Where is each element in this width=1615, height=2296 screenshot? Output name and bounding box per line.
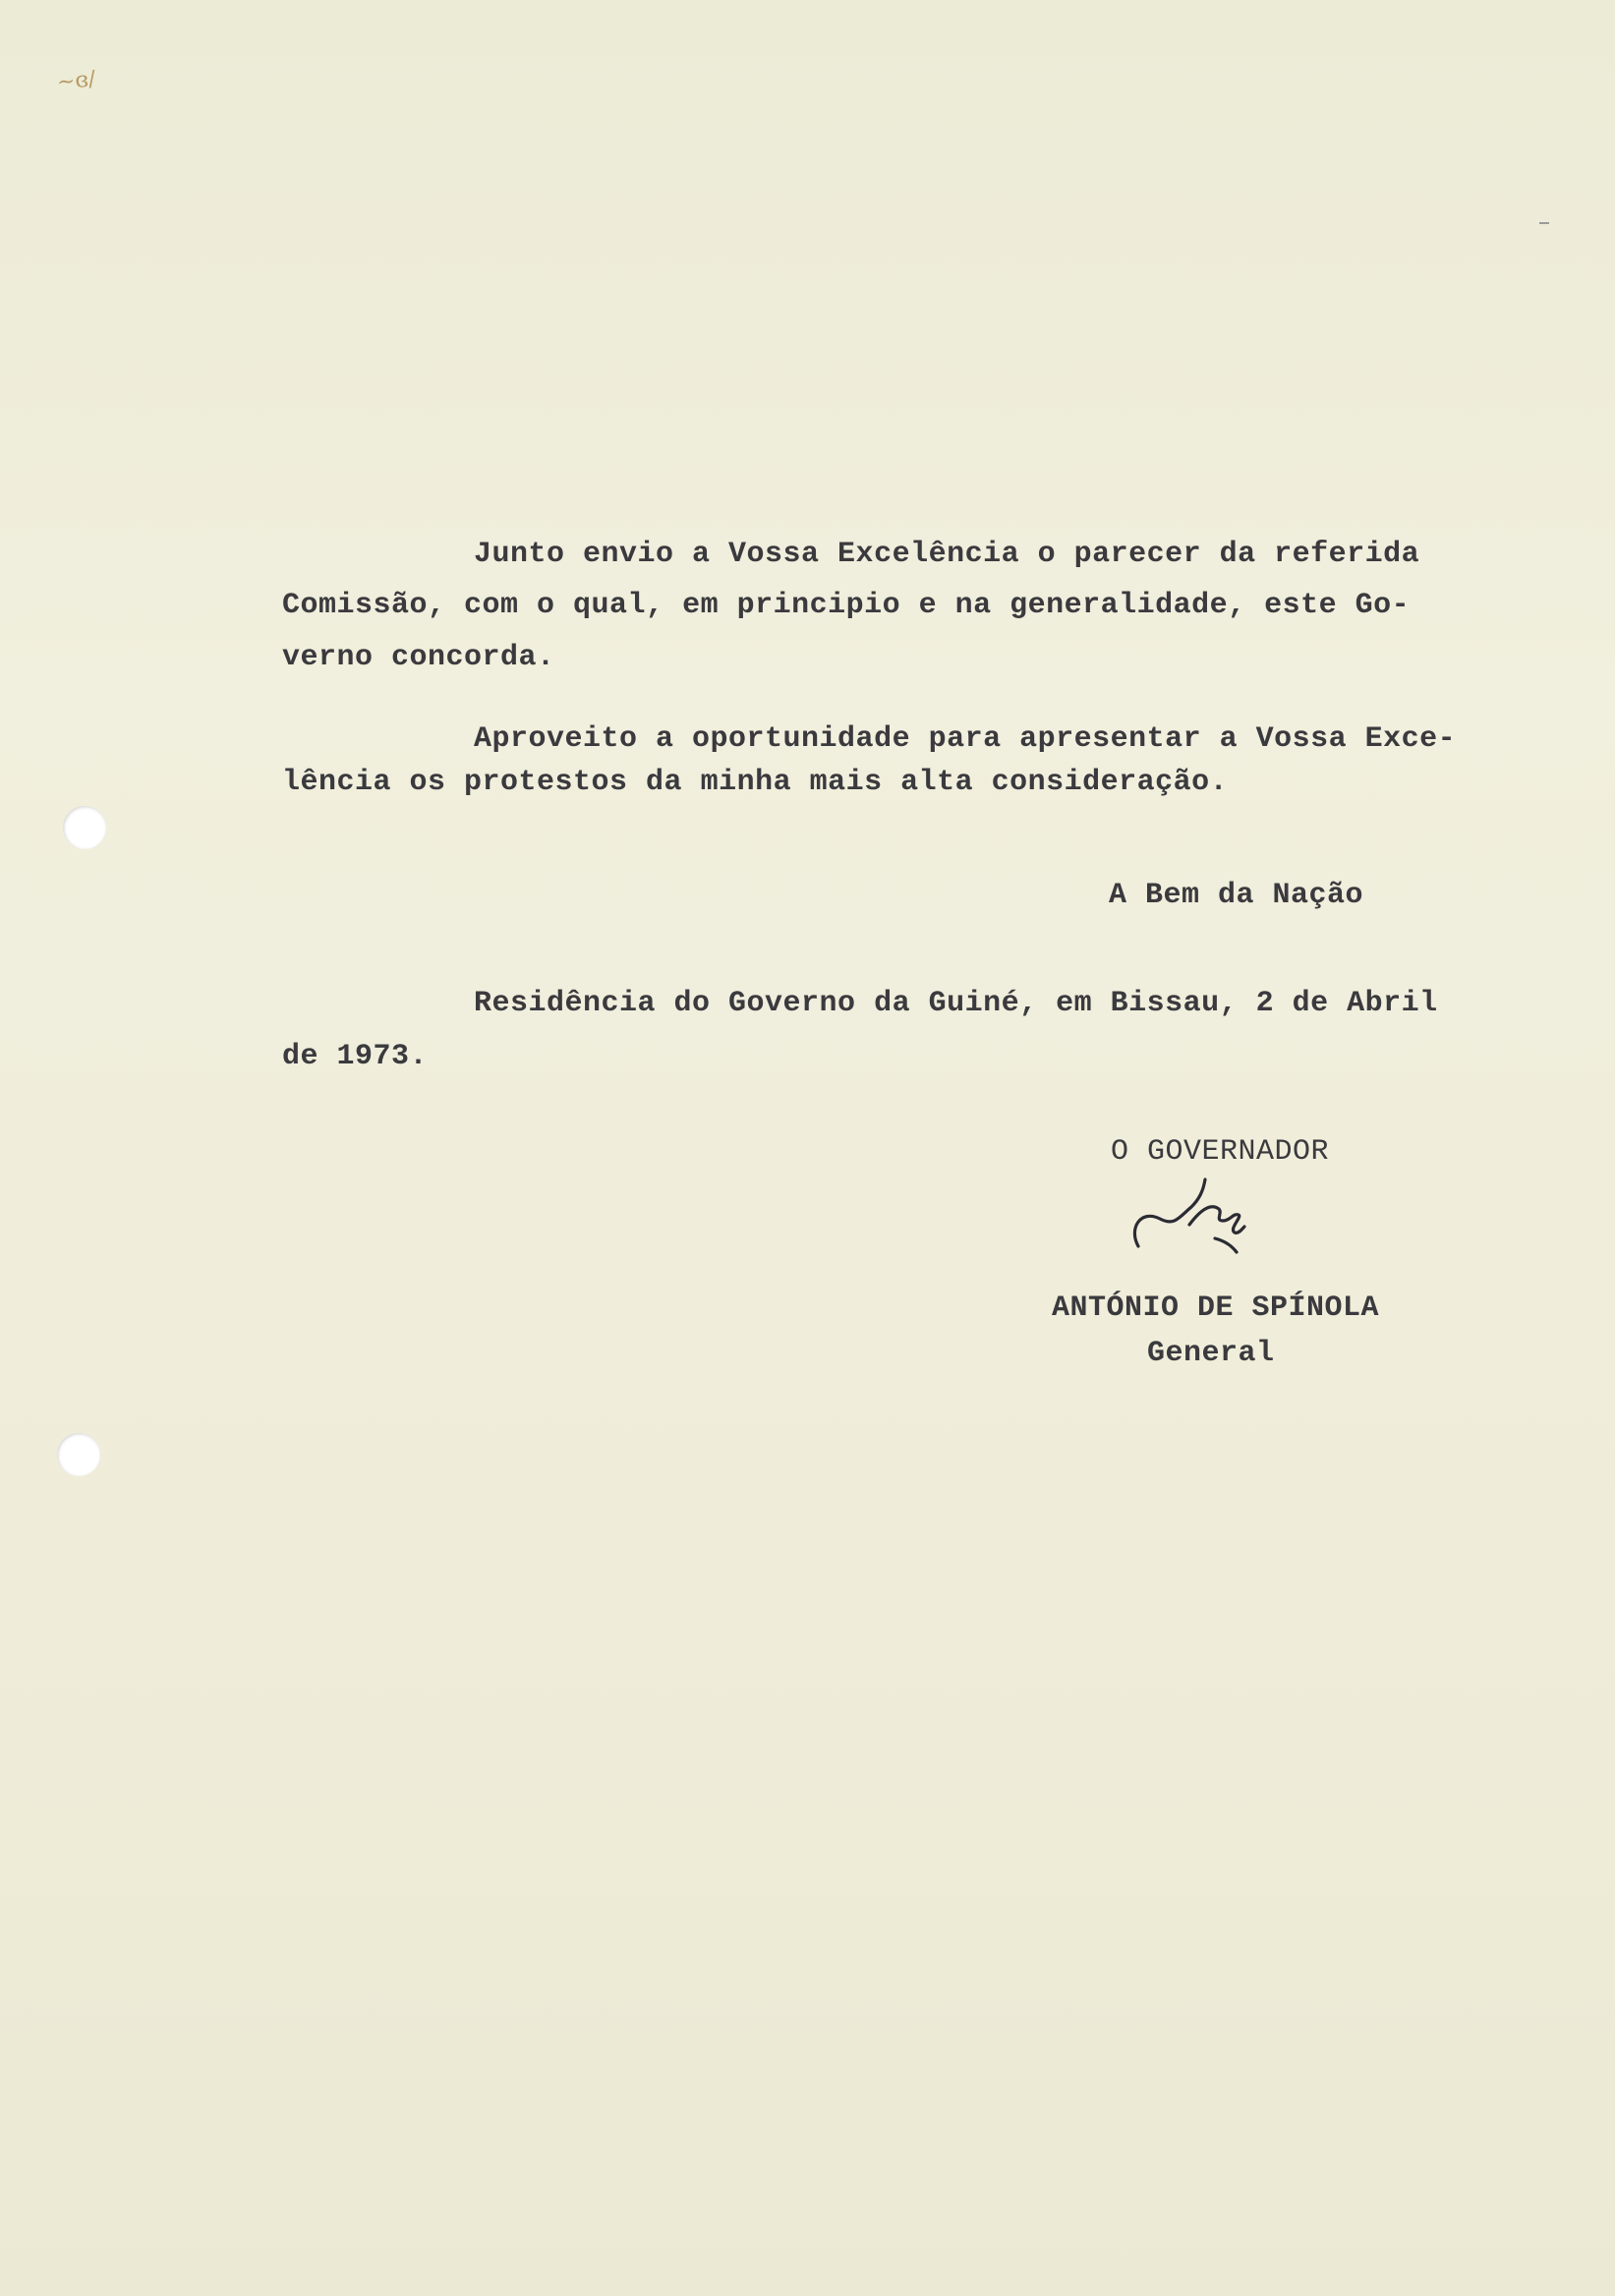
- paragraph-1-line-2: Comissão, com o qual, em principio e na generalidade, este Go-: [282, 589, 1411, 622]
- handwritten-mark: ~ɞ/: [55, 67, 97, 95]
- punch-hole-top: [63, 806, 106, 849]
- closing-salutation: A Bem da Nação: [1109, 879, 1364, 912]
- paragraph-3-line-1: Residência do Governo da Guiné, em Bissau, 2 de Abril: [474, 987, 1438, 1020]
- paragraph-1-line-1: Junto envio a Vossa Excelência o parecer da referida: [474, 538, 1420, 571]
- paragraph-2-line-2: lência os protestos da minha mais alta consideração.: [282, 766, 1229, 799]
- paragraph-2-line-1: Aproveito a oportunidade para apresentar a Vossa Exce-: [474, 722, 1457, 756]
- margin-tick: [1539, 222, 1549, 224]
- paragraph-3-line-2: de 1973.: [282, 1040, 429, 1073]
- punch-hole-bottom: [57, 1433, 100, 1476]
- paragraph-1-line-3: verno concorda.: [282, 641, 555, 674]
- signer-name: ANTÓNIO DE SPÍNOLA: [1052, 1292, 1380, 1325]
- signer-title: O GOVERNADOR: [1111, 1135, 1330, 1169]
- signer-rank: General: [1147, 1337, 1275, 1370]
- handwritten-signature: [1121, 1170, 1268, 1268]
